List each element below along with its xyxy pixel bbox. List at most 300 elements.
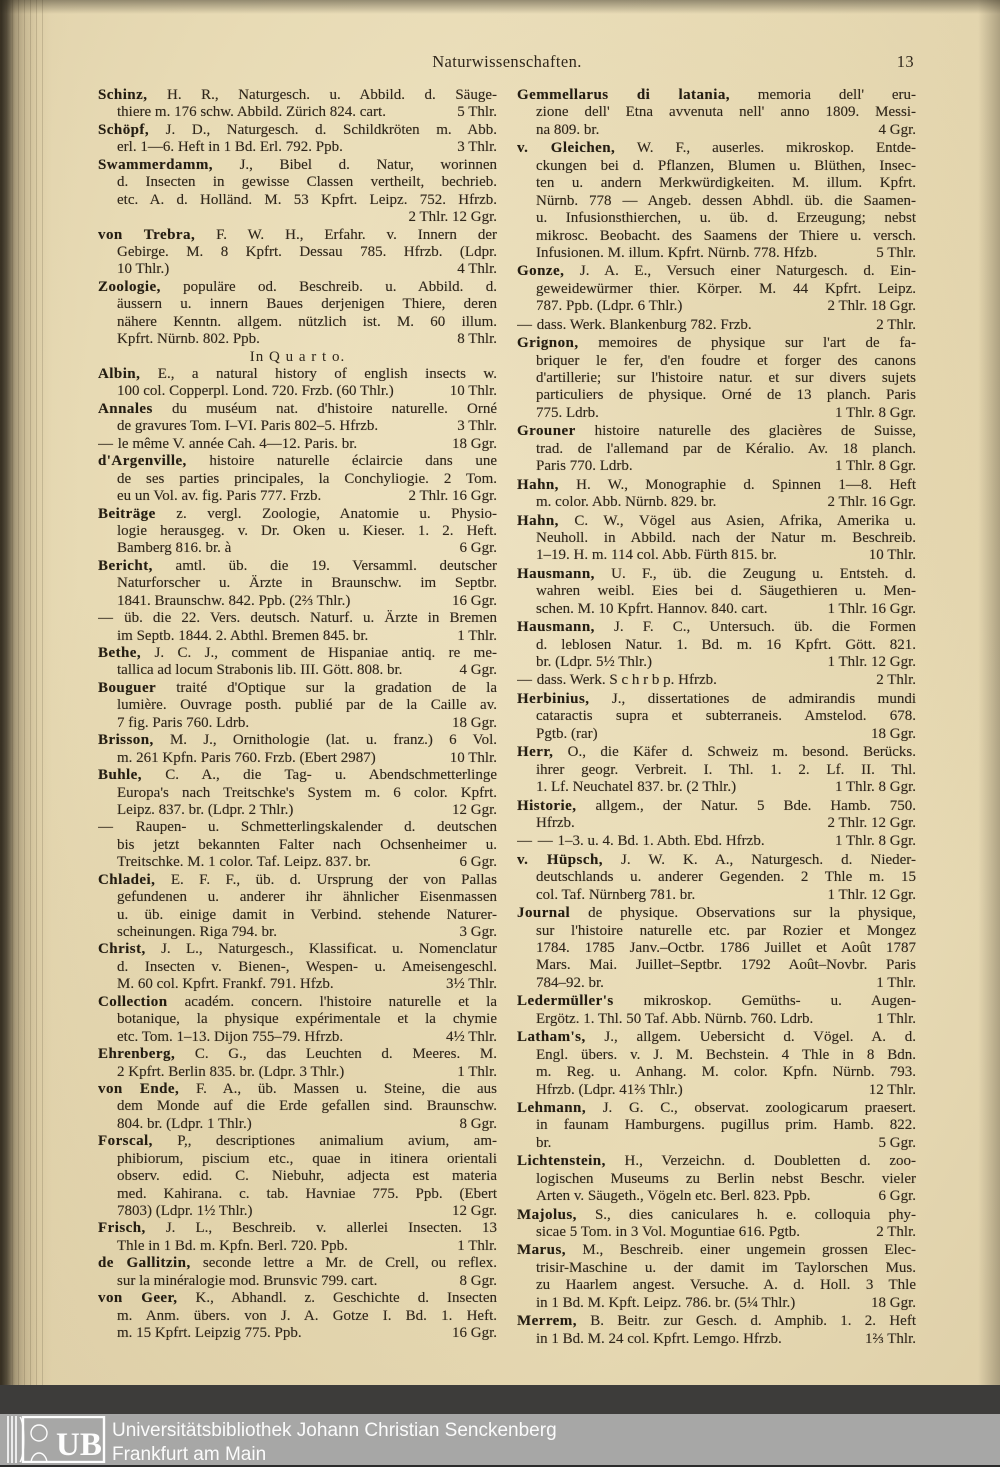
entry-text: particuliers de physique. Orné de 13 planch. Paris: [536, 387, 916, 404]
entry-line: [517, 601, 916, 618]
book-gutter-shadow: [0, 0, 80, 1385]
entry-line: [517, 1295, 916, 1312]
entry-author: von Trebra,: [98, 226, 196, 243]
entry-line: [98, 837, 497, 854]
entry-line: [517, 353, 916, 370]
entry-author: Beiträge: [98, 505, 156, 522]
library-name: Universitätsbibliothek Johann Christian Senckenberg: [112, 1420, 557, 1441]
catalog-entry: [98, 819, 497, 871]
entry-dash: — —: [517, 833, 554, 850]
entry-dash: —: [98, 435, 114, 452]
entry-text: sicae 5 Tom. in 3 Vol. Moguntiae 616. Pgtb.: [536, 1224, 800, 1240]
entry-text: dem Monde auf die Erde gefallen sind. Braunschw.: [117, 1098, 497, 1115]
entry-author: Latham's,: [517, 1029, 586, 1046]
entry-text: Leipz. 837. br. (Ldpr. 2 Thlr.): [117, 801, 294, 818]
entry-text: briquer le fer, d'en foudre et forger des canons: [536, 352, 916, 369]
entry-line: [98, 1029, 497, 1046]
entry-text: cataractis supra et subterraneis. Amstelod. 678.: [536, 708, 916, 725]
entry-line: [517, 852, 916, 869]
entry-text: 787. Ppb. (Ldpr. 6 Thlr.): [536, 298, 683, 315]
entry-line: [98, 994, 497, 1011]
entry-text: schen. M. 10 Kpfrt. Hannov. 840. cart.: [536, 600, 768, 617]
entry-line: [517, 210, 916, 227]
entry-price: 4 Ggr.: [459, 662, 497, 679]
entry-text: Bericht, amtl. üb. die 19. Versamml. deutscher: [98, 557, 497, 574]
entry-text: lumière. Ouvrage posth. publié par de la Caille av.: [117, 697, 497, 714]
entry-text: tallica ad locum Strabonis lib. III. Gött. 808. br.: [117, 662, 403, 679]
library-city: Frankfurt am Main: [112, 1444, 267, 1465]
entry-line: [98, 941, 497, 958]
entry-text: eu un Vol. av. fig. Paris 777. Frzb.: [117, 488, 322, 505]
entry-line: [517, 1313, 916, 1330]
entry-line: [517, 1188, 916, 1205]
entry-author: Ehrenberg,: [98, 1046, 176, 1063]
entry-author: Hausmann,: [517, 565, 595, 582]
entry-line: [517, 1082, 916, 1099]
entry-line: [98, 1255, 497, 1272]
entry-text: 100 col. Copperpl. Lond. 720. Frzb. (60 Thlr.): [117, 383, 394, 400]
entry-text: Gemmellarus di latania, memoria dell' eru-: [517, 87, 916, 103]
entry-price: 1 Thlr.: [457, 627, 497, 644]
entry-line: [517, 957, 916, 974]
entry-line: [98, 383, 497, 400]
entry-line: [517, 458, 916, 475]
entry-text: Bouguer traité d'Optique sur la gradation de la: [98, 679, 497, 696]
entry-line: [517, 1260, 916, 1277]
entry-text: Christ, J. L., Naturgesch., Klassificat. u. Nomenclatur: [98, 941, 497, 958]
entry-text: Mars. Mai. Juillet–Septbr. 1792 Août–Novbr. Paris: [536, 957, 916, 974]
entry-line: [517, 335, 916, 352]
entry-price: 4 Thlr.: [457, 261, 497, 278]
entry-text: Ledermüller's mikroskop. Gemüths- u. Augen-: [517, 993, 916, 1010]
entry-line: [517, 87, 916, 104]
entry-line: [517, 583, 916, 600]
entry-line: [517, 122, 916, 139]
entry-line: [98, 907, 497, 924]
entry-price: 3 Thlr.: [457, 418, 497, 435]
entry-text: v. Hüpsch, J. W. K. A., Naturgesch. d. Nieder-: [517, 851, 916, 868]
library-caption: [112, 1419, 557, 1467]
entry-line: [98, 139, 497, 156]
entry-author: Hahn,: [517, 476, 559, 493]
entry-text: mikrosc. Beobacht. des Saamens der Thiere u. versch.: [536, 227, 916, 244]
entry-text: m. 261 Kpfn. Paris 760. Frzb. (Ebert 2987): [117, 749, 376, 766]
scan-background-bar: [0, 1385, 1000, 1414]
catalog-entry: [98, 558, 497, 610]
entry-author: Herbinius,: [517, 690, 590, 707]
entry-author: d'Argenville,: [98, 453, 187, 470]
entry-text: gefundenen u. anderer ihr ähnlicher Eisenmassen: [117, 889, 497, 906]
entry-author: Bouguer: [98, 679, 157, 696]
catalog-entry: [98, 994, 497, 1046]
entry-line: [517, 708, 916, 725]
entry-text: 2 Kpfrt. Berlin 835. br. (Ldpr. 3 Thlr.): [117, 1063, 345, 1080]
entry-line: [517, 245, 916, 262]
entry-text: m. 15 Kpfrt. Leipzig 775. Ppb.: [117, 1325, 302, 1342]
entry-text: etc. Tom. 1–13. Dijon 755–79. Hfrzb.: [117, 1028, 344, 1045]
entry-author: Gemmellarus di latania,: [517, 87, 730, 103]
entry-text: Zoologie, populäre od. Beschreib. u. Abbild. d.: [98, 278, 497, 295]
entry-price: 2 Thlr.: [876, 1224, 916, 1240]
entry-price: 1 Thlr. 16 Ggr.: [827, 600, 916, 617]
entry-author: Annales: [98, 400, 153, 417]
entry-line: [98, 488, 497, 505]
entry-line: [98, 1290, 497, 1307]
entry-price: 3½ Thlr.: [446, 976, 497, 993]
entry-text: in 1 Bd. M. 24 col. Kpfrt. Lemgo. Hfrzb.: [536, 1330, 782, 1347]
catalog-entry: [517, 691, 916, 743]
entry-line: [517, 1011, 916, 1028]
entry-text: 1841. Braunschw. 842. Ppb. (2⅔ Thlr.): [117, 592, 351, 609]
entry-text: in faunam Hamburgens. pugillus prim. Hamb. 822.: [536, 1117, 916, 1134]
entry-text: Grignon, memoires de physique sur l'art de fa-: [517, 335, 916, 352]
entry-text: Europa's nach Treitschke's System m. 6 color. Kpfrt.: [117, 784, 497, 801]
catalog-entry: [517, 619, 916, 671]
entry-author: Christ,: [98, 941, 146, 958]
catalog-entry: [98, 767, 497, 819]
entry-line: [98, 192, 497, 209]
entry-text: Paris 770. Ldrb.: [536, 458, 633, 475]
entry-price: 1 Thlr.: [457, 1237, 497, 1254]
entry-line: [517, 762, 916, 779]
entry-text: erl. 1—6. Heft in 1 Bd. Erl. 792. Ppb.: [117, 139, 343, 156]
entry-text: 784–92. br.: [536, 974, 604, 991]
catalog-entry: [98, 366, 497, 401]
scan-right-shadow: [978, 0, 1000, 1385]
entry-line: [517, 566, 916, 583]
entry-line: [98, 1308, 497, 1325]
entry-text: 804. br. (Ldpr. 1 Thlr.): [117, 1115, 252, 1132]
entry-price: 8 Thlr.: [457, 331, 497, 348]
page-title: Naturwissenschaften.: [432, 52, 582, 71]
entry-price: 2 Thlr.: [876, 316, 916, 333]
entry-text: 1–19. H. m. 114 col. Abb. Fürth 815. br.: [536, 547, 777, 564]
entry-text: Marus, M., Beschreib. einer ungemein grossen Elec-: [517, 1242, 916, 1259]
catalog-entry: [98, 453, 497, 505]
catalog-entry: [98, 1046, 497, 1081]
entry-text: Gebirge. M. 8 Kpfrt. Dessau 785. Hfrzb. (Ldpr.: [117, 243, 497, 260]
catalog-entry: [517, 87, 916, 139]
catalog-entry: [98, 1290, 497, 1342]
catalog-entry: [517, 1100, 916, 1152]
entry-text: 7 fig. Paris 760. Ldrb.: [117, 714, 250, 731]
entry-author: Swammerdamm,: [98, 156, 213, 173]
entry-author: Herr,: [517, 744, 554, 761]
entry-line: [98, 802, 497, 819]
entry-line: [98, 366, 497, 383]
entry-text: 775. Ldrb.: [536, 404, 599, 421]
entry-line: [517, 975, 916, 992]
catalog-entry: [98, 436, 497, 453]
entry-price: 18 Ggr.: [871, 1294, 916, 1311]
catalog-column-right: [517, 87, 916, 1349]
entry-price: 12 Ggr.: [452, 801, 497, 818]
entry-price: 2 Thlr. 12 Ggr.: [827, 814, 916, 831]
entry-text: observ. edid. C. Niebuhr, adjecta est materia: [117, 1168, 497, 1185]
entry-author: Lehmann,: [517, 1099, 587, 1116]
catalog-column-left: [98, 87, 497, 1349]
catalog-entry: [98, 645, 497, 680]
entry-price: 6 Ggr.: [459, 540, 497, 557]
entry-line: [517, 726, 916, 743]
entry-line: [98, 174, 497, 191]
entry-line: [517, 387, 916, 404]
entry-text: — dass. Werk. S c h r b p. Hfrzb.: [517, 672, 717, 689]
entry-line: [98, 593, 497, 610]
entry-line: [98, 1046, 497, 1063]
entry-line: [517, 619, 916, 636]
entry-line: [98, 331, 497, 348]
entry-text: Naturforscher u. Ärzte in Braunschw. im Septbr.: [117, 575, 497, 592]
entry-line: [98, 1168, 497, 1185]
entry-line: [98, 279, 497, 296]
entry-text: Infusionen. M. illum. Kpfrt. Nürnb. 778. Hfzb.: [536, 244, 818, 261]
section-heading: In Q u a r t o.: [249, 348, 346, 365]
entry-text: Hahn, H. W., Monographie d. Spinnen 1—8. Heft: [517, 476, 916, 493]
entry-line: [517, 104, 916, 121]
entry-text: Forscal, P,, descriptiones animalium avium, am-: [98, 1133, 497, 1150]
entry-line: [98, 1064, 497, 1081]
catalog-entry: [517, 335, 916, 422]
entry-line: [98, 1273, 497, 1290]
entry-line: [98, 924, 497, 941]
entry-text: — dass. Werk. Blankenburg 782. Frzb.: [517, 316, 752, 333]
catalog-entry: [517, 1153, 916, 1205]
entry-text: m. color. Abb. Nürnb. 829. br.: [536, 494, 717, 511]
entry-text: Treitschke. M. 1 color. Taf. Leipz. 837. br.: [117, 854, 371, 871]
entry-text: Brisson, M. J., Ornithologie (lat. u. franz.) 6 Vol.: [98, 732, 497, 749]
entry-price: 2 Thlr. 12 Ggr.: [408, 209, 497, 226]
entry-price: 2 Thlr.: [876, 672, 916, 689]
entry-line: [98, 1238, 497, 1255]
entry-line: [98, 750, 497, 767]
entry-line: [98, 1011, 497, 1028]
entry-author: Grouner: [517, 423, 576, 440]
entry-text: logischen Museums zu Berlin nebst Beschr. vieler: [536, 1170, 916, 1187]
entry-price: 5 Thlr.: [457, 104, 497, 121]
catalog-entry: [517, 1207, 916, 1242]
entry-author: Grignon,: [517, 335, 579, 352]
catalog-entry: [98, 1255, 497, 1290]
entry-author: Schöpf,: [98, 121, 150, 138]
entry-text: Thle in 1 Bd. m. Kpfn. Berl. 720. Ppb.: [117, 1237, 348, 1254]
entry-line: [98, 244, 497, 261]
catalog-entry: [517, 672, 916, 689]
scan-top-shadow: [0, 0, 1000, 14]
entry-line: [517, 477, 916, 494]
entry-text: Hausmann, J. F. C., Untersuch. üb. die Formen: [517, 619, 916, 636]
entry-price: 2 Thlr. 18 Ggr.: [827, 298, 916, 315]
entry-author: Albin,: [98, 366, 141, 382]
catalog-entry: [98, 872, 497, 942]
entry-line: [517, 923, 916, 940]
entry-line: [517, 1331, 916, 1348]
entry-line: [98, 697, 497, 714]
entry-text: d. Insecten in gewisse Classen vertheilt, bechrieb.: [117, 174, 497, 191]
ub-library-logo: [6, 1416, 106, 1463]
entry-text: Frisch, J. L., Beschreib. v. allerlei Insecten. 13: [98, 1220, 497, 1237]
entry-text: im Septb. 1844. 2. Abthl. Bremen 845. br.: [117, 627, 369, 644]
entry-price: 1 Thlr.: [876, 974, 916, 991]
entry-line: [98, 872, 497, 889]
entry-text: d'artillerie; sur l'histoire natur. et sur divers sujets: [536, 370, 916, 386]
entry-line: [517, 887, 916, 904]
entry-line: [98, 889, 497, 906]
entry-text: äussern u. innern Baues derjenigen Thiere, deren: [117, 296, 497, 313]
entry-price: 4½ Thlr.: [446, 1028, 497, 1045]
entry-dash: —: [98, 819, 114, 836]
entry-text: Ergötz. 1. Thl. 50 Taf. Abb. Nürnb. 760. Ldrb.: [536, 1010, 814, 1027]
entry-text: u. Infusionsthierchen, u. üb. d. Erzeugung; nebst: [536, 210, 916, 227]
goethe-head-icon: [31, 1425, 47, 1441]
entry-price: 1 Thlr. 8 Ggr.: [835, 458, 916, 475]
entry-text: — Raupen- u. Schmetterlingskalender d. deutschen: [98, 819, 497, 836]
entry-text: botanique, la physique expérimentale et la chymie: [117, 1011, 497, 1028]
entry-price: 5 Thlr.: [876, 244, 916, 261]
catalog-entry: [98, 279, 497, 349]
entry-line: [517, 370, 916, 387]
entry-line: [517, 530, 916, 547]
entry-line: [98, 540, 497, 557]
entry-line: [517, 1277, 916, 1294]
entry-author: Ledermüller's: [517, 993, 614, 1010]
entry-line: [517, 1100, 916, 1117]
entry-line: [98, 227, 497, 244]
catalog-entry: [517, 1242, 916, 1312]
entry-author: Majolus,: [517, 1206, 577, 1223]
entry-text: d'Argenville, histoire naturelle éclaircie dans une: [98, 453, 497, 470]
entry-author: v. Hüpsch,: [517, 851, 603, 868]
entry-line: [98, 523, 497, 540]
entry-author: Lichtenstein,: [517, 1153, 606, 1170]
entry-line: [98, 610, 497, 627]
entry-line: [517, 1171, 916, 1188]
entry-line: [98, 575, 497, 592]
entry-text: sur la minéralogie mod. Brunsvic 799. cart.: [117, 1272, 378, 1289]
entry-line: [517, 905, 916, 922]
entry-text: br. (Ldpr. 5½ Thlr.): [536, 654, 652, 670]
entry-author: Marus,: [517, 1242, 566, 1259]
entry-line: [517, 1153, 916, 1170]
entry-line: [517, 1135, 916, 1152]
entry-price: 6 Ggr.: [878, 1188, 916, 1205]
entry-line: [98, 1133, 497, 1150]
entry-line: [98, 1098, 497, 1115]
entry-line: [98, 628, 497, 645]
entry-line: [98, 1151, 497, 1168]
entry-line: [98, 401, 497, 418]
entry-text: Lehmann, J. G. C., observat. zoologicarum praesert.: [517, 1099, 916, 1116]
entry-line: [517, 494, 916, 511]
entry-text: zione dell' Etna avvenuta nell' anno 1809. Messi-: [536, 104, 916, 121]
entry-line: [517, 317, 916, 334]
entry-price: 12 Ggr.: [452, 1203, 497, 1219]
entry-price: 1 Thlr. 8 Ggr.: [835, 779, 916, 796]
entry-text: logie herausgeg. v. Dr. Oken u. Kieser. 1. 2. Heft.: [117, 522, 497, 539]
entry-line: [98, 732, 497, 749]
entry-line: [98, 1081, 497, 1098]
entry-price: 2 Thlr. 16 Ggr.: [408, 488, 497, 505]
entry-text: col. Taf. Nürnberg 781. br.: [536, 886, 696, 903]
entry-text: ten u. andern Merkwürdigkeiten. M. illum. Kpfrt.: [536, 175, 916, 192]
entry-price: 10 Thlr.: [449, 383, 497, 400]
entry-line: [98, 314, 497, 331]
entry-price: 1⅔ Thlr.: [865, 1330, 916, 1347]
entry-author: Journal: [517, 905, 571, 922]
entry-text: etc. A. d. Holländ. M. 53 Kpfrt. Leipz. 752. Hfrzb.: [117, 191, 497, 208]
entry-line: [517, 1117, 916, 1134]
entry-line: [517, 637, 916, 654]
entry-line: [98, 558, 497, 575]
page-number: 13: [896, 52, 914, 71]
entry-author: Forscal,: [98, 1133, 153, 1150]
entry-text: phibiorum, piscium etc., quae in itinera orientali: [117, 1150, 497, 1167]
catalog-entry: [98, 732, 497, 767]
entry-line: [517, 298, 916, 315]
entry-line: [98, 157, 497, 174]
entry-text: Buhle, C. A., die Tag- u. Abendschmetterlinge: [98, 767, 497, 784]
entry-line: [517, 228, 916, 245]
entry-author: Gonze,: [517, 263, 565, 280]
catalog-entry: [98, 157, 497, 227]
entry-line: [517, 1207, 916, 1224]
entry-price: 3 Ggr.: [459, 924, 497, 940]
catalog-entry: [517, 993, 916, 1028]
entry-author: Historie,: [517, 797, 577, 814]
entry-text: geweidewürmer thier. Körper. M. 44 Kpfrt. Leipz.: [536, 280, 916, 297]
entry-text: Hfrzb.: [536, 814, 575, 831]
entry-line: [98, 680, 497, 697]
entry-line: [517, 513, 916, 530]
entry-line: [98, 662, 497, 679]
entry-text: Journal de physique. Observations sur la physique,: [517, 905, 916, 922]
entry-text: 7803) (Ldpr. 1½ Thlr.): [117, 1203, 253, 1219]
entry-price: 1 Thlr. 8 Ggr.: [835, 404, 916, 421]
catalog-entry: [98, 506, 497, 558]
entry-author: de Gallitzin,: [98, 1255, 191, 1272]
entry-author: Brisson,: [98, 732, 154, 749]
entry-line: [98, 715, 497, 732]
entry-text: — üb. die 22. Vers. deutsch. Naturf. u. Ärzte in Bremen: [98, 610, 497, 627]
entry-line: [517, 140, 916, 157]
entry-text: Swammerdamm, J., Bibel d. Natur, worinnen: [98, 156, 497, 173]
library-footer-bar: [0, 1414, 1000, 1465]
entry-line: [517, 815, 916, 832]
entry-price: 16 Ggr.: [452, 1325, 497, 1342]
catalog-entry: [517, 423, 916, 475]
entry-line: [517, 547, 916, 564]
entry-text: Arten v. Säugeth., Vögeln etc. Berl. 823. Ppb.: [536, 1188, 811, 1205]
entry-text: Merrem, B. Beitr. zur Gesch. d. Amphib. 1. 2. Heft: [517, 1313, 916, 1330]
entry-line: [517, 869, 916, 886]
entry-text: Annales du muséum nat. d'histoire naturelle. Orné: [98, 400, 497, 417]
entry-price: 5 Ggr.: [878, 1134, 916, 1151]
entry-price: 1 Thlr.: [457, 1063, 497, 1080]
entry-text: Chladei, E. F. F., üb. d. Ursprung der von Pallas: [98, 871, 497, 888]
entry-text: Kpfrt. Nürnb. 802. Ppb.: [117, 331, 260, 348]
entry-text: Neuholl. in Abbild. nach der Natur m. Beschreib.: [536, 529, 916, 546]
catalog-entry: [517, 833, 916, 850]
entry-author: Collection: [98, 993, 168, 1010]
catalog-entry: [517, 263, 916, 315]
entry-text: in 1 Bd. M. Kpft. Leipz. 786. br. (5¼ Thlr.): [536, 1294, 796, 1311]
entry-price: 6 Ggr.: [459, 854, 497, 871]
catalog-entry: [517, 1029, 916, 1099]
entry-line: [517, 441, 916, 458]
entry-text: m. Reg. u. Anhang. M. color. Kpfn. Nürnb. 793.: [536, 1064, 916, 1081]
entry-text: Herbinius, J., dissertationes de admirandis mundi: [517, 690, 916, 707]
entry-text: Historie, allgem., der Natur. 5 Bde. Hamb. 750.: [517, 797, 916, 814]
